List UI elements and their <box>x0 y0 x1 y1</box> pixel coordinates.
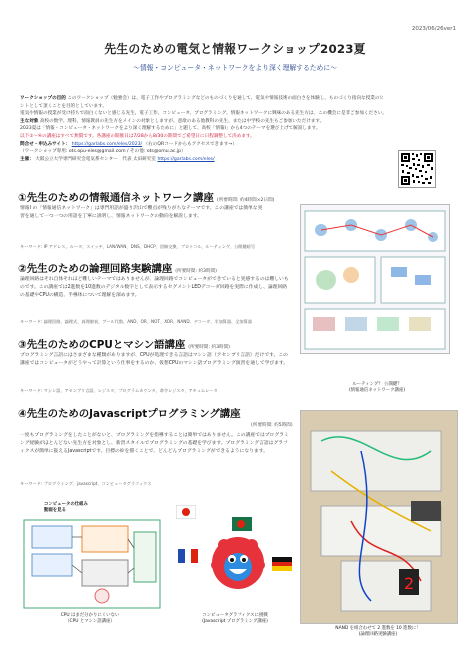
qr-code-icon[interactable] <box>398 150 436 188</box>
org-label: 主催： <box>20 156 34 162</box>
flag-japan-icon <box>176 505 196 519</box>
intro-text: このワークショップ（勉強会）は、電子工作やプログラミングなどのものづくりを通して、電気や情報技術の面白さを体験し、ものづくり指向な授業のヒントとして頂くことを目的としています。 <box>20 96 385 109</box>
year-note: 2023夏は「情報・コンピュータ・ネットワークをより深く理解するために」と題して、高校「情報I」から4つのテーマを選び上げて解説します。 <box>20 126 321 132</box>
section-4-title <box>18 405 241 420</box>
apply-label: 問合せ・申込みサイト： <box>20 141 71 147</box>
cg-graphic <box>176 505 294 607</box>
org-link[interactable]: https://garlabs.com/eles/ <box>157 156 215 162</box>
section-1-duration: (所要時間: 約4時間×2日間) <box>216 198 275 203</box>
apply-link[interactable]: https://garlabs.com/eles/2023/ <box>71 141 143 147</box>
section-2-title <box>18 260 217 275</box>
section-3-title <box>18 336 230 351</box>
cg-caption: コンピュータグラフィクスに挑戦 (Javascript プログラミング講座) <box>202 613 268 624</box>
cpu-title: コンピュータの仕組み 動画を見る <box>44 502 88 513</box>
section-2-heading: ②先生のための論理回路実験講座 <box>18 263 173 275</box>
mascot-icon <box>210 535 266 591</box>
version-label: 2023/06/26ver1 <box>411 26 456 32</box>
page-title: 先生のための電気と情報ワークショップ2023夏 <box>104 42 366 56</box>
section-3-body: プログラミング言語にはさまざまな種類がありますが、CPUが処理できる言語はマシン語（アセンブリ言語）だけです。この講座ではコンピュータがどうやって計算という仕事をするのか、仮想CPUのマシン語プログラミング演習を通して学びます。 <box>20 353 289 366</box>
section-2-duration: (所要時間: 約3時間) <box>175 269 217 274</box>
section-3-heading: ③先生のためのCPUとマシン語講座 <box>18 339 186 351</box>
target-label: 主な対象 <box>20 118 39 124</box>
segment-digit: 2 <box>404 574 415 593</box>
section-3-keywords: キーワード: マシン語、アセンブリ言語、レジスタ、プログラムカウンタ、命令レジスタ、アキュムレータ <box>20 388 218 393</box>
flag-bangladesh-icon <box>232 517 252 531</box>
target-text: 高校の数学、理科、情報教員の先生方をメインの対象としますが、意欲のある他教科の先生、または中学校の先生もご参加いただけます。 <box>39 118 325 124</box>
section-3-duration: (所要時間: 約3時間) <box>188 345 230 350</box>
intro-line2: 電気や情報の授業が受け持ちで面白くないと感じる先生、電子工作、コンピュータ、プログラミング、情報ネットワークに興味のある先生方は、この機会に是非ご参加ください。 <box>20 111 387 117</box>
apply-note: （右のQRコードからもアクセスできます→） <box>143 141 237 147</box>
section-1-keywords: キーワード: IP アドレス、ルータ、スイッチ、LAN/WAN、DNS、DHCP、回線交換、プロトコル、ルーティング、公開鍵暗号 <box>20 244 256 249</box>
nand-caption: NAND を組合わせて 2 進数を 10 進数に！ (論理回路実験講座) <box>335 626 421 637</box>
section-1-heading: ①先生のための情報通信ネットワーク講座 <box>18 192 214 204</box>
section-4-keywords: キーワード: プログラミング、javascript、コンピュータグラフィクス <box>20 481 152 486</box>
org-text: 大阪公立大学専門研究会電気系センター 代表 太田研究室 <box>35 156 156 162</box>
breadboard-photo <box>300 410 458 624</box>
cpu-diagram <box>22 518 162 610</box>
page-subtitle: ～情報・コンピュータ・ネットワークをより深く理解するために～ <box>133 64 337 72</box>
intro-block <box>20 95 388 163</box>
flag-germany-icon <box>272 557 292 571</box>
network-diagram <box>300 204 450 354</box>
network-caption: ルーティング？ 公開鍵？ (情報通信ネットワーク講座) <box>348 382 406 393</box>
cpu-caption: CPU はまだ分かりにくいない （CPU とマシン語講座） <box>60 613 120 624</box>
mail-text: （ワークショップ専用: ots.opu-eles@gmail.com / その他: ots@omu.ac.jp） <box>20 149 186 155</box>
section-4-body: 一度もプログラミングをしたことがないと、プログラミングを指導することは簡単ではありません。この講座ではプログラミング経験がほとんどない先生方を対象とし、新習スタイルでプログラミングの基礎を学びます。プログラミング言語はグラフィクスが簡単に扱えるJavascriptです。目標の絵を描くことで、どんどんプログラミングができるようになります。 <box>20 433 289 454</box>
section-4-heading: ④先生のためのJavascriptプログラミング講座 <box>18 408 241 420</box>
section-1-body: 情報I の「情報通信ネットワーク」は専門用語が盛り沢山で難点が残りがちなテーマです。この講座では簡単な実習を通して一つ一つの用語を丁寧に説明し、情報ネットワークの動向を解説します。 <box>20 206 263 219</box>
section-1-title <box>18 189 274 204</box>
section-4-duration: (所要時間: 約5時間) <box>251 423 293 428</box>
section-2-body: 論理回路はそれ自体それほど難しいテーマではありませんが、論理回路でコンピュータができていると実感するのは難しいものです。この講座では2進数を10進数のデジタル数字として表示するセグメントLEDデコーダ回路を実際に作成し、論理回路の基礎やCPUの構造、半導体について理解を深めます。 <box>20 277 289 298</box>
flag-france-icon <box>178 549 198 563</box>
notice-text: 以下①～④の講座はすべて無償です。各講座の開催日は7/28から8/30の期間でご希望日に日程調整して決めます。 <box>20 133 255 139</box>
intro-label: ワークショップの目的 <box>20 96 66 101</box>
section-2-keywords: キーワード: 論理回路、論理式、真理値表、ブール代数、AND、OR、NOT、XOR、NAND、デコーダ、半加算器、全加算器 <box>20 319 252 324</box>
